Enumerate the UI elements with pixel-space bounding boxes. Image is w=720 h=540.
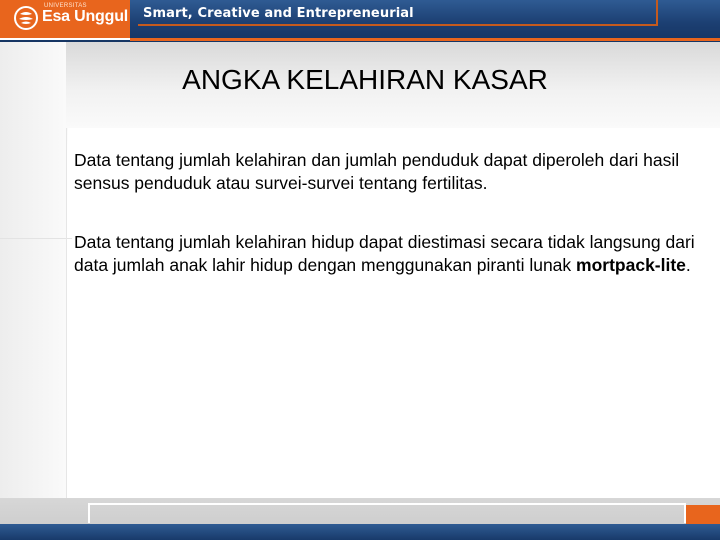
- footer-band: [0, 524, 720, 540]
- paragraph-2: [74, 231, 704, 277]
- logo-small-text: UNIVERSITAS: [44, 3, 87, 9]
- paragraph-2-end: .: [685, 255, 691, 275]
- slide-title: ANGKA KELAHIRAN KASAR: [182, 64, 548, 95]
- logo: [0, 0, 130, 40]
- logo-name: Esa Unggul: [42, 8, 129, 25]
- left-margin-background: [0, 42, 66, 512]
- footer-accent: [686, 505, 720, 525]
- footer-frame: [88, 503, 686, 523]
- header-rule: [130, 38, 720, 41]
- university-logo-icon: [14, 6, 38, 30]
- paragraph-2-text: Data tentang jumlah kelahiran hidup dapat diestimasi secara tidak langsung dari data jumlah anak lahir hidup dengan menggunakan piranti lunak: [74, 232, 695, 275]
- divider-vertical: [66, 128, 67, 498]
- paragraph-1: Data tentang jumlah kelahiran dan jumlah penduduk dapat diperoleh dari hasil sensus penduduk atau survei-survei tentang fertilitas.: [74, 150, 680, 193]
- tagline: Smart, Creative and Entrepreneurial: [143, 6, 414, 21]
- divider: [0, 238, 72, 239]
- software-name: mortpack-lite: [576, 255, 686, 275]
